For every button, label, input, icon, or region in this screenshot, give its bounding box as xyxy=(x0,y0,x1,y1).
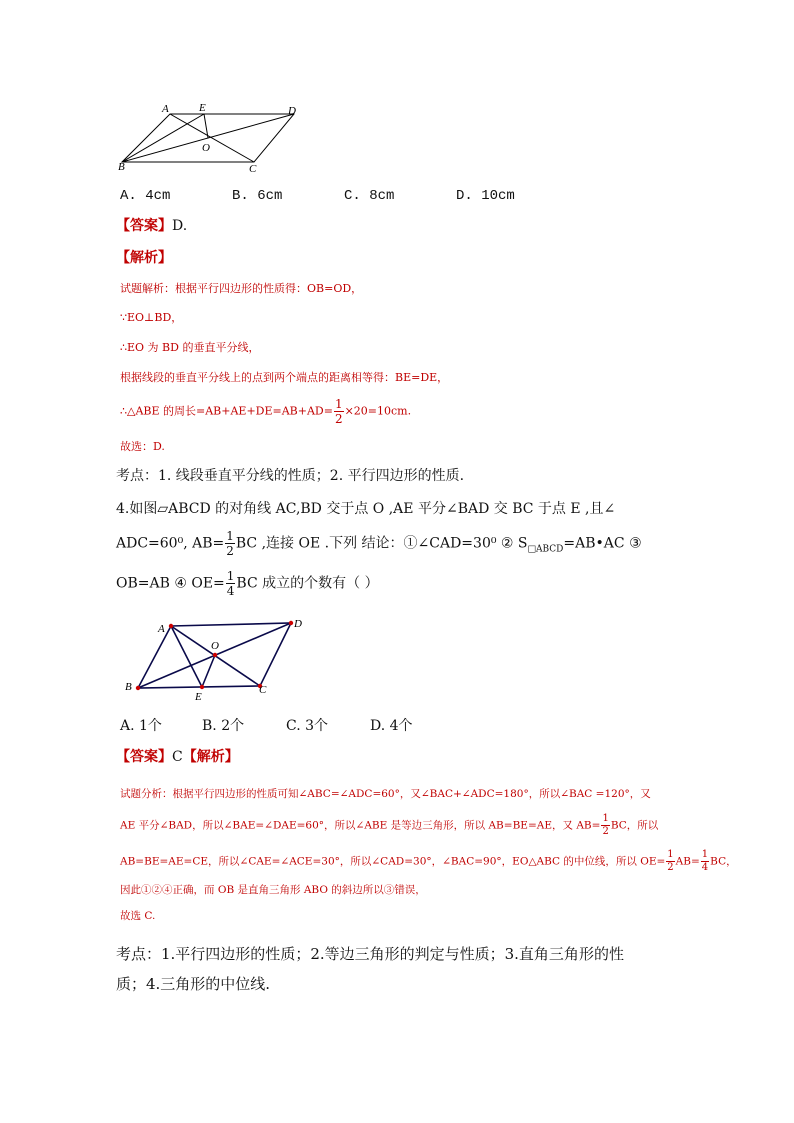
label-B: B xyxy=(118,161,125,173)
q3-option-c: C. 8cm xyxy=(344,188,395,204)
analysis-tag: 【解析】 xyxy=(182,749,239,765)
q4-answer xyxy=(116,747,239,767)
q4-analysis-line3: AB=BE=AE=CE，所以∠CAE=∠ACE=30°，所以∠CAD=30°，∠BAC=90°，EO△ABC 的中位线，所以 OE= $\frac{1}{2}$ AB= $\frac{1}{4}$ BC， xyxy=(120,849,737,873)
q4-kaodian-line1: 考点：1.平行四边形的性质；2.等边三角形的判定与性质；3.直角三角形的性 xyxy=(116,945,624,963)
q4-stem-line2: ADC=60⁰, AB= $\frac{1}{2}$ BC ,连接 OE .下列 结论：①∠CAD=30⁰ ② $S_{□ABCD}=AB•AC$ ③ xyxy=(116,529,642,558)
q4-analysis-line4: 因此①②④正确，而 OB 是直角三角形 ABO 的斜边所以③错误， xyxy=(120,884,426,896)
q4-stem-line1: 4.如图▱ABCD 的对角线 AC,BD 交于点 O ,AE 平分∠BAD 交 BC 于点 E ,且∠ xyxy=(116,501,616,517)
label-O: O xyxy=(202,142,210,154)
label-C: C xyxy=(249,163,257,175)
answer-value: C xyxy=(172,749,183,765)
label-D: D xyxy=(288,105,296,117)
parallelogram-figure-1 xyxy=(112,98,312,178)
q4-options xyxy=(120,716,413,736)
q4-option-a: A. 1个 xyxy=(120,718,162,734)
fraction-quarter: $\frac{1}{4}$ xyxy=(226,569,235,598)
q3-analysis-line5: ∴△ABE 的周长=AB+AE+DE=AB+AD= $\frac{1}{2}$ ×20=10cm. xyxy=(120,397,412,426)
q3-option-b: B. 6cm xyxy=(232,188,283,204)
q3-analysis-line3: ∴EO 为 BD 的垂直平分线， xyxy=(120,341,260,354)
q3-analysis-tag: 【解析】 xyxy=(116,250,172,266)
q4-stem-line3: OB=AB ④ OE= $\frac{1}{4}$ BC 成立的个数有（ ） xyxy=(116,569,379,598)
label-B: B xyxy=(125,681,132,693)
q3-answer xyxy=(116,216,187,236)
label-E: E xyxy=(195,691,202,703)
q4-analysis-line1: 试题分析：根据平行四边形的性质可知∠ABC=∠ADC=60°，又∠BAC+∠ADC=180°，所以∠BAC =120°，又 xyxy=(120,788,651,800)
answer-tag: 【答案】 xyxy=(116,749,172,765)
q3-kaodian: 考点：1. 线段垂直平分线的性质；2. 平行四边形的性质. xyxy=(116,468,465,484)
label-A: A xyxy=(162,103,169,115)
q4-option-d: D. 4个 xyxy=(370,718,413,734)
label-A: A xyxy=(158,623,165,635)
answer-value: D. xyxy=(172,218,188,234)
q3-analysis-line6: 故选：D. xyxy=(120,440,165,453)
fraction-half: $\frac{1}{2}$ xyxy=(226,529,234,558)
q3-analysis-line1: 试题解析：根据平行四边形的性质得：OB=OD， xyxy=(120,282,363,295)
q4-option-c: C. 3个 xyxy=(286,718,329,734)
q4-analysis-line2: AE 平分∠BAD，所以∠BAE=∠DAE=60°，所以∠ABE 是等边三角形，所以 AB=BE=AE，又 AB= $\frac{1}{2}$ BC，所以 xyxy=(120,813,659,837)
label-E: E xyxy=(199,102,206,114)
fraction-quarter: $\frac{1}{4}$ xyxy=(701,849,709,873)
q3-analysis-line2: ∵EO⊥BD， xyxy=(120,311,183,324)
q4-analysis-line5: 故选 C. xyxy=(120,910,156,922)
fraction-half: $\frac{1}{2}$ xyxy=(667,849,674,873)
parallelogram-figure-2 xyxy=(118,612,318,704)
q3-options xyxy=(120,186,515,206)
fraction-half: $\frac{1}{2}$ xyxy=(334,397,343,426)
q4-option-b: B. 2个 xyxy=(202,718,245,734)
label-D: D xyxy=(294,618,302,630)
fraction-half: $\frac{1}{2}$ xyxy=(602,813,609,837)
q3-analysis-line4: 根据线段的垂直平分线上的点到两个端点的距离相等得：BE=DE， xyxy=(120,371,449,384)
answer-tag: 【答案】 xyxy=(116,218,172,234)
q3-option-a: A. 4cm xyxy=(120,188,171,204)
label-C: C xyxy=(259,684,267,696)
label-O: O xyxy=(211,640,219,652)
q4-kaodian-line2: 质；4.三角形的中位线. xyxy=(116,975,271,993)
q3-option-d: D. 10cm xyxy=(456,188,515,204)
